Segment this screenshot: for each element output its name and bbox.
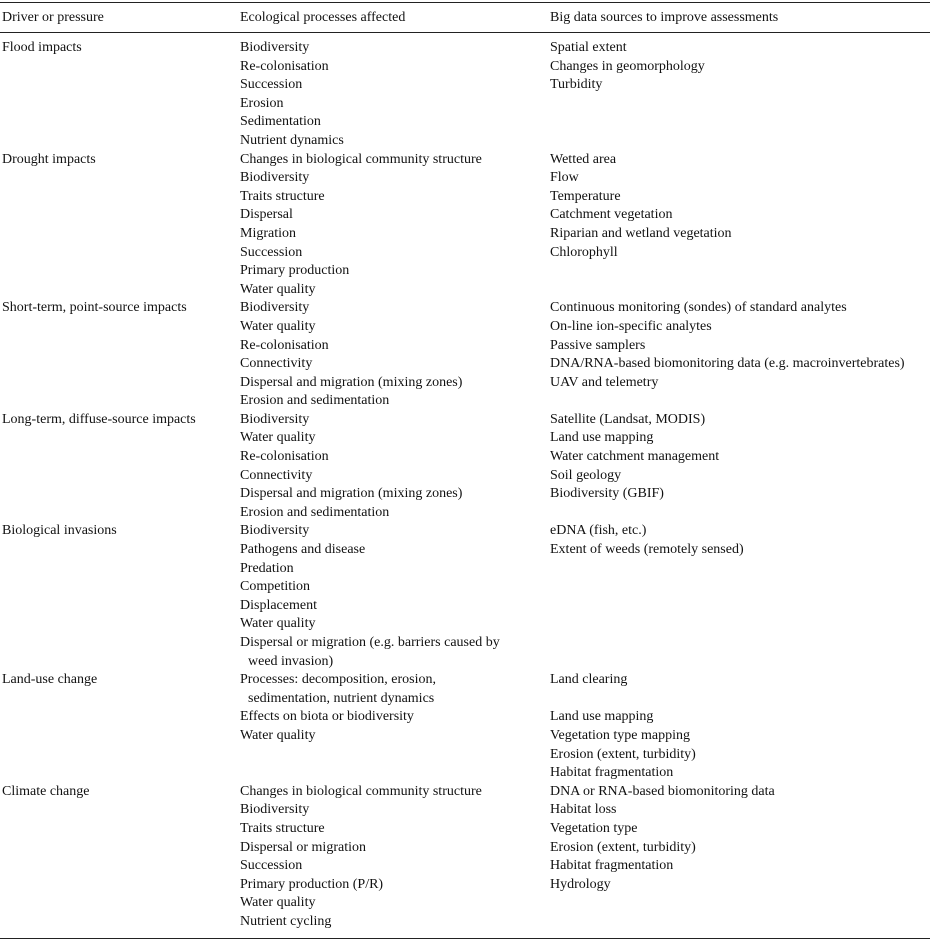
process-item: Migration: [240, 225, 296, 241]
source-item: Riparian and wetland vegetation: [550, 225, 732, 241]
process-item: Predation: [240, 560, 294, 576]
driver-cell: [0, 39, 240, 151]
source-item: Flow: [550, 170, 579, 186]
process-item: Water quality: [240, 616, 316, 632]
process-item: Traits structure: [240, 820, 325, 836]
process-item: Erosion and sedimentation: [240, 393, 390, 409]
processes-cell: [240, 151, 550, 300]
driver-cell: [0, 411, 240, 523]
source-item: Soil geology: [550, 467, 622, 483]
driver-cell: [0, 522, 240, 671]
header-driver: Driver or pressure: [2, 9, 104, 25]
process-item: Pathogens and disease: [240, 542, 366, 558]
table-row: [0, 671, 930, 783]
header-processes: Ecological processes affected: [240, 9, 406, 25]
process-item: Dispersal and migration (mixing zones): [240, 486, 463, 502]
source-item: Water catchment management: [550, 449, 720, 465]
process-item: Primary production: [240, 263, 350, 279]
table-row: [0, 783, 930, 932]
table-header: [0, 3, 930, 33]
table-row: [0, 522, 930, 671]
sources-cell: [550, 522, 930, 671]
process-item: Re-colonisation: [240, 337, 329, 353]
processes-cell: [240, 783, 550, 932]
process-item: Competition: [240, 579, 310, 595]
source-item: Turbidity: [550, 77, 603, 93]
driver-cell: [0, 671, 240, 783]
source-item: eDNA (fish, etc.): [550, 523, 647, 539]
source-item: Chlorophyll: [550, 244, 618, 260]
process-item: [240, 746, 550, 765]
source-item: Temperature: [550, 188, 621, 204]
process-item: Water quality: [240, 430, 316, 446]
source-item: Erosion (extent, turbidity): [550, 746, 696, 762]
process-item: Biodiversity: [240, 411, 310, 427]
process-item: Re-colonisation: [240, 449, 329, 465]
source-item: DNA/RNA-based biomonitoring data (e.g. macroinvertebrates): [550, 356, 905, 372]
table-row: [0, 151, 930, 300]
sources-cell: [550, 411, 930, 523]
driver-cell: [0, 151, 240, 300]
sources-cell: [550, 671, 930, 783]
source-item: DNA or RNA-based biomonitoring data: [550, 783, 775, 799]
process-item: Water quality: [240, 281, 316, 297]
source-item: UAV and telemetry: [550, 374, 659, 390]
process-item: Sedimentation: [240, 114, 321, 130]
source-item: Land use mapping: [550, 709, 654, 725]
processes-cell: [240, 39, 550, 151]
process-item: Biodiversity: [240, 300, 310, 316]
source-item: Passive samplers: [550, 337, 646, 353]
driver-label: Short-term, point-source impacts: [2, 300, 187, 316]
process-item: weed invasion): [248, 653, 334, 669]
source-item: Land use mapping: [550, 430, 654, 446]
processes-cell: [240, 299, 550, 411]
process-item: sedimentation, nutrient dynamics: [248, 690, 435, 706]
source-item: Changes in geomorphology: [550, 58, 705, 74]
source-item: Extent of weeds (remotely sensed): [550, 542, 744, 558]
driver-label: Climate change: [2, 783, 90, 799]
source-item: Erosion (extent, turbidity): [550, 839, 696, 855]
process-item: Primary production (P/R): [240, 876, 384, 892]
table-row: [0, 411, 930, 523]
process-item: Dispersal: [240, 207, 293, 223]
data-table: [0, 2, 930, 939]
process-item: Dispersal and migration (mixing zones): [240, 374, 463, 390]
source-item: Habitat fragmentation: [550, 858, 674, 874]
table-row: [0, 299, 930, 411]
process-item: Nutrient cycling: [240, 913, 332, 929]
process-item: Biodiversity: [240, 523, 310, 539]
process-item: [240, 764, 550, 783]
processes-cell: [240, 671, 550, 783]
driver-cell: [0, 783, 240, 932]
driver-label: Land-use change: [2, 672, 98, 688]
source-item: Wetted area: [550, 151, 617, 167]
source-item: [550, 690, 930, 709]
process-item: Water quality: [240, 318, 316, 334]
process-item: Connectivity: [240, 356, 313, 372]
process-item: Changes in biological community structure: [240, 151, 482, 167]
process-item: Biodiversity: [240, 170, 310, 186]
sources-cell: [550, 151, 930, 300]
process-item: Nutrient dynamics: [240, 132, 344, 148]
source-item: Biodiversity (GBIF): [550, 486, 664, 502]
process-item: Traits structure: [240, 188, 325, 204]
source-item: Satellite (Landsat, MODIS): [550, 411, 706, 427]
source-item: Spatial extent: [550, 40, 627, 55]
process-item: Succession: [240, 244, 303, 260]
driver-label: Long-term, diffuse-source impacts: [2, 411, 196, 427]
process-item: Biodiversity: [240, 40, 310, 55]
process-item: Dispersal or migration: [240, 839, 366, 855]
process-item: Water quality: [240, 727, 316, 743]
processes-cell: [240, 522, 550, 671]
source-item: Hydrology: [550, 876, 611, 892]
source-item: Land clearing: [550, 672, 628, 688]
source-item: On-line ion-specific analytes: [550, 318, 712, 334]
header-sources: Big data sources to improve assessments: [550, 9, 779, 25]
sources-cell: [550, 39, 930, 151]
table-row: [0, 39, 930, 151]
process-item: Processes: decomposition, erosion,: [240, 672, 436, 688]
source-item: Habitat loss: [550, 802, 617, 818]
process-item: Erosion and sedimentation: [240, 504, 390, 520]
driver-label: Flood impacts: [2, 40, 82, 55]
table-body: [0, 33, 930, 932]
process-item: Biodiversity: [240, 802, 310, 818]
sources-cell: [550, 299, 930, 411]
process-item: Effects on biota or biodiversity: [240, 709, 414, 725]
process-item: Connectivity: [240, 467, 313, 483]
process-item: Changes in biological community structure: [240, 783, 482, 799]
process-item: Displacement: [240, 597, 317, 613]
source-item: Continuous monitoring (sondes) of standard analytes: [550, 300, 847, 316]
driver-label: Biological invasions: [2, 523, 117, 539]
process-item: Water quality: [240, 895, 316, 911]
sources-cell: [550, 783, 930, 932]
source-item: Habitat fragmentation: [550, 765, 674, 781]
process-item: Succession: [240, 858, 303, 874]
process-item: Dispersal or migration (e.g. barriers caused by: [240, 635, 500, 650]
driver-label: Drought impacts: [2, 151, 96, 167]
driver-cell: [0, 299, 240, 411]
source-item: Vegetation type mapping: [550, 727, 690, 743]
source-item: Vegetation type: [550, 820, 638, 836]
process-item: Succession: [240, 77, 303, 93]
processes-cell: [240, 411, 550, 523]
process-item: Re-colonisation: [240, 58, 329, 74]
source-item: Catchment vegetation: [550, 207, 673, 223]
process-item: Erosion: [240, 95, 284, 111]
